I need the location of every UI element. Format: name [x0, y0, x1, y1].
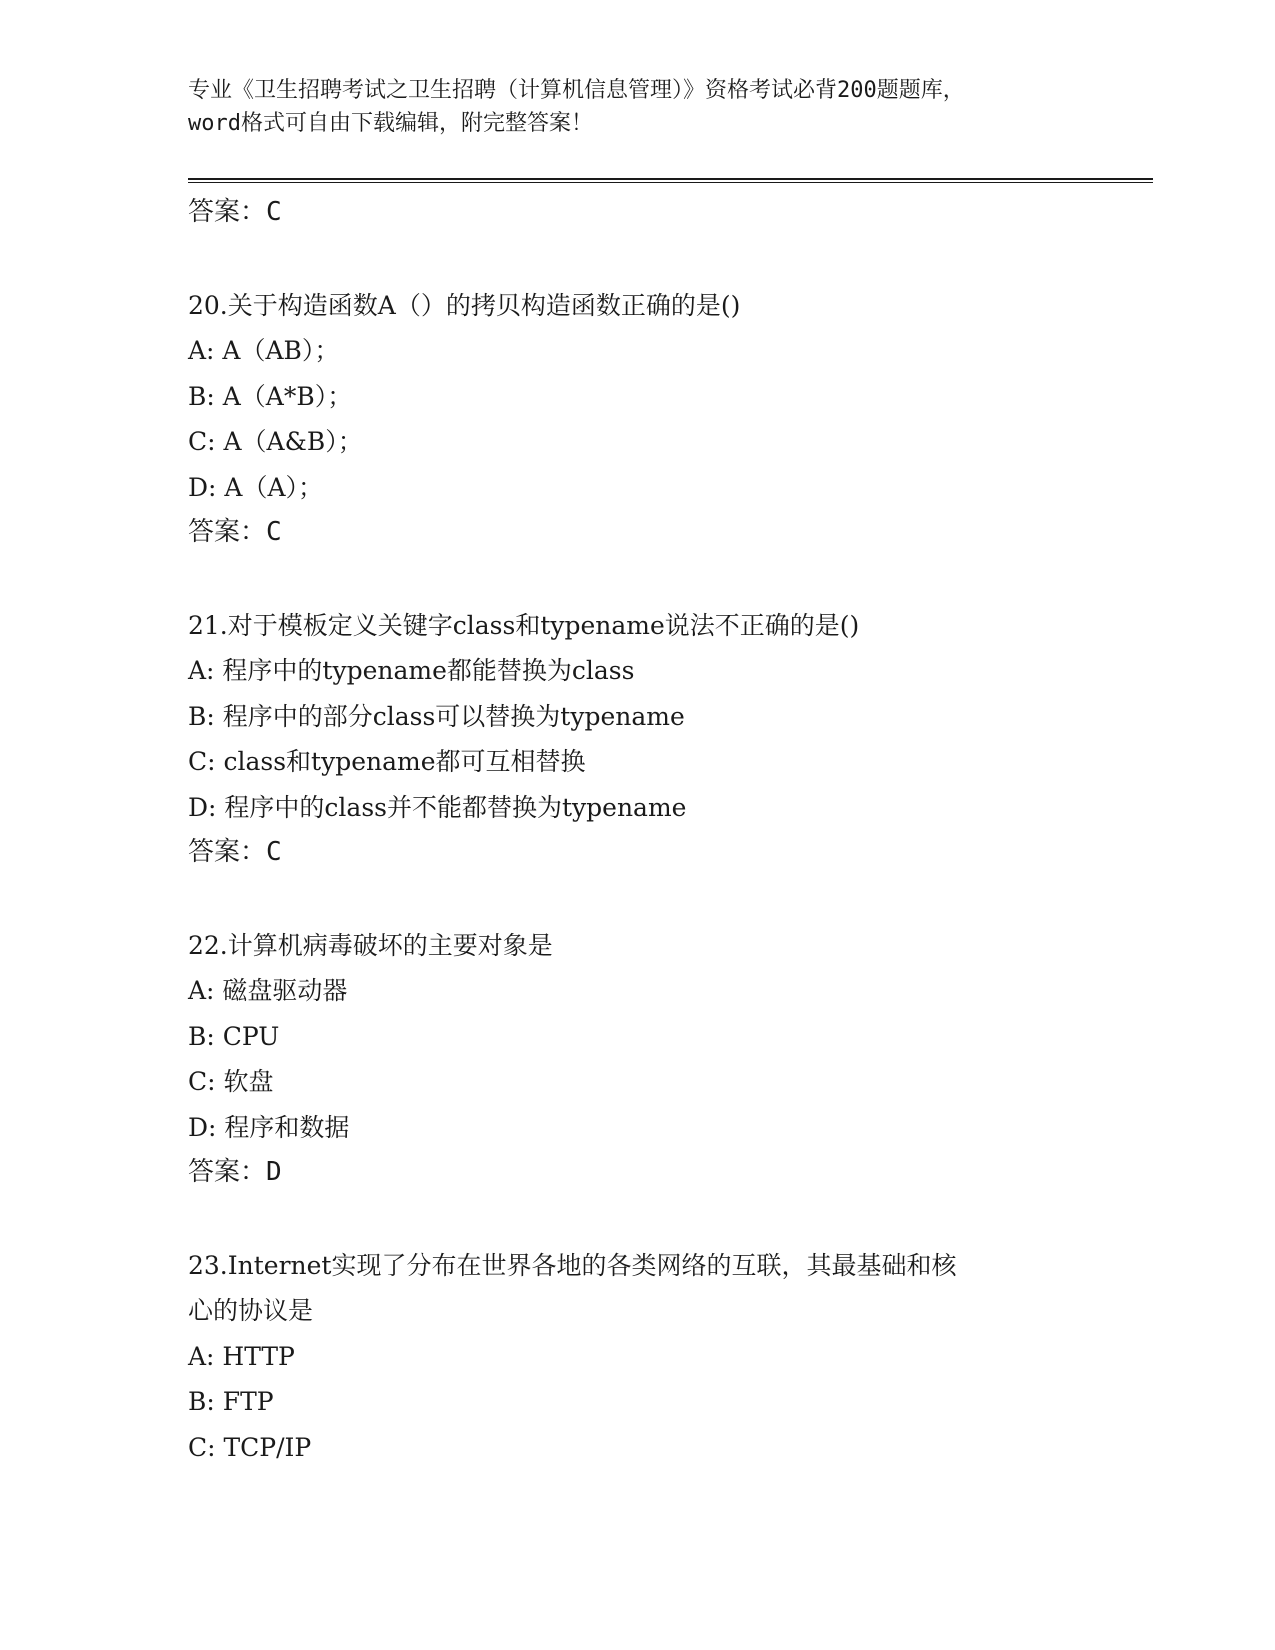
option-c: C: 软盘 — [188, 1067, 274, 1096]
answer: 答案：C — [188, 517, 282, 547]
document-header — [188, 74, 1088, 140]
option-b: B: 程序中的部分class可以替换为typename — [188, 701, 685, 731]
question-title-line-2: 心的协议是 — [188, 1296, 314, 1325]
option-c: C: class和typename都可互相替换 — [188, 747, 586, 776]
option-c: C: A（A&B）； — [188, 427, 363, 456]
header-line-2: word格式可自由下载编辑，附完整答案！ — [188, 111, 593, 136]
option-b: B: CPU — [188, 1021, 280, 1051]
option-c: C: TCP/IP — [188, 1432, 312, 1462]
divider-line-thin — [188, 182, 1153, 183]
question-title: 22.计算机病毒破坏的主要对象是 — [188, 930, 553, 960]
answer: 答案：D — [188, 1157, 282, 1187]
answer: 答案：C — [188, 837, 282, 867]
question-22 — [188, 923, 1128, 1196]
question-title: 20.关于构造函数A（）的拷贝构造函数正确的是() — [188, 290, 741, 320]
question-23 — [188, 1243, 1128, 1471]
option-a: A: HTTP — [188, 1341, 295, 1371]
header-divider — [188, 178, 1153, 184]
option-d: D: 程序和数据 — [188, 1112, 350, 1142]
question-title-line-1: 23.Internet实现了分布在世界各地的各类网络的互联，其最基础和核 — [188, 1250, 957, 1280]
option-d: D: 程序中的class并不能都替换为typename — [188, 792, 687, 822]
document-body — [188, 190, 1128, 1470]
option-a: A: 磁盘驱动器 — [188, 976, 348, 1005]
option-a: A: 程序中的typename都能替换为class — [188, 656, 635, 685]
option-b: B: FTP — [188, 1387, 274, 1416]
previous-answer: 答案：C — [188, 197, 282, 227]
option-d: D: A（A）； — [188, 472, 324, 502]
question-title: 21.对于模板定义关键字class和typename说法不正确的是() — [188, 610, 860, 640]
header-line-1: 专业《卫生招聘考试之卫生招聘（计算机信息管理）》资格考试必背200题题库， — [188, 78, 965, 103]
question-21 — [188, 603, 1128, 876]
question-20 — [188, 283, 1128, 556]
option-a: A: A（AB）； — [188, 336, 340, 365]
divider-line-thick — [188, 178, 1153, 180]
option-b: B: A（A*B）； — [188, 381, 353, 411]
